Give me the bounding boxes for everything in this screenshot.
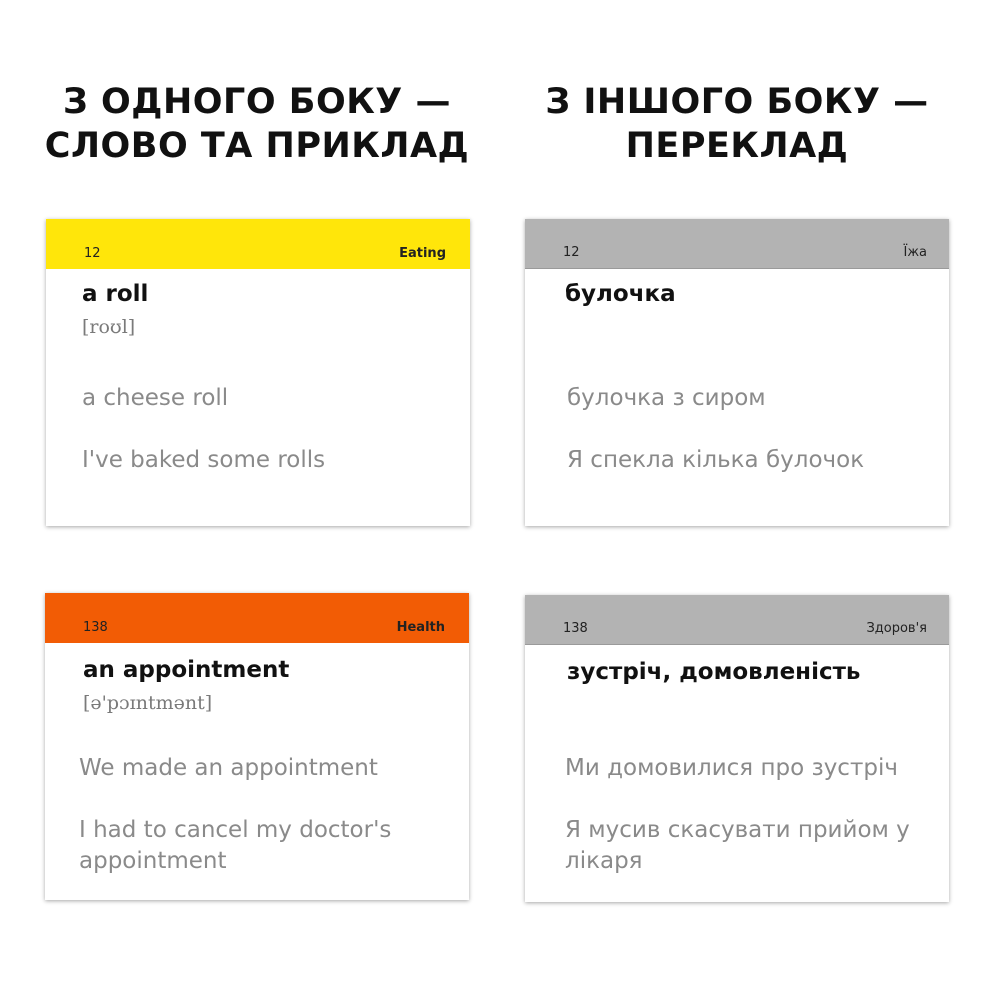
card-example: Я спекла кілька булочок (567, 447, 865, 473)
card-header (45, 593, 469, 643)
card-header (46, 219, 470, 269)
card-header (525, 595, 949, 645)
heading-line: ПЕРЕКЛАД (625, 126, 849, 166)
card-example: I had to cancel my doctor's appointment (79, 817, 392, 874)
card-header (525, 219, 949, 269)
card-example: Я мусив скасувати прийом у лікаря (565, 817, 910, 874)
card-number: 138 (563, 621, 588, 636)
card-category: Їжа (903, 245, 927, 260)
heading-line: З ОДНОГО БОКУ — (63, 82, 451, 122)
card-word: булочка (565, 281, 676, 307)
heading-back-side (502, 80, 972, 168)
flashcard-back-roll (525, 219, 949, 526)
flashcard-back-appointment (525, 595, 949, 902)
card-number: 138 (83, 620, 108, 635)
card-number: 12 (84, 246, 101, 261)
card-word: an appointment (83, 657, 290, 683)
card-word: зустріч, домовленість (567, 659, 861, 685)
card-category: Здоров'я (866, 621, 927, 636)
heading-line: СЛОВО ТА ПРИКЛАД (44, 126, 470, 166)
card-example: Ми домовилися про зустріч (565, 755, 898, 781)
card-transcription: [roʊl] (82, 316, 136, 338)
card-example: I've baked some rolls (82, 447, 326, 473)
card-example: We made an appointment (79, 755, 378, 781)
card-transcription: [ə'pɔɪntmənt] (83, 692, 213, 714)
card-category: Health (396, 620, 445, 635)
card-example: булочка з сиром (567, 385, 766, 411)
card-example: a cheese roll (82, 385, 229, 411)
card-category: Eating (399, 246, 446, 261)
card-number: 12 (563, 245, 580, 260)
heading-line: З ІНШОГО БОКУ — (545, 82, 929, 122)
heading-front-side (22, 80, 492, 168)
card-word: a roll (82, 281, 149, 307)
flashcard-front-appointment (45, 593, 469, 900)
flashcard-front-roll (46, 219, 470, 526)
